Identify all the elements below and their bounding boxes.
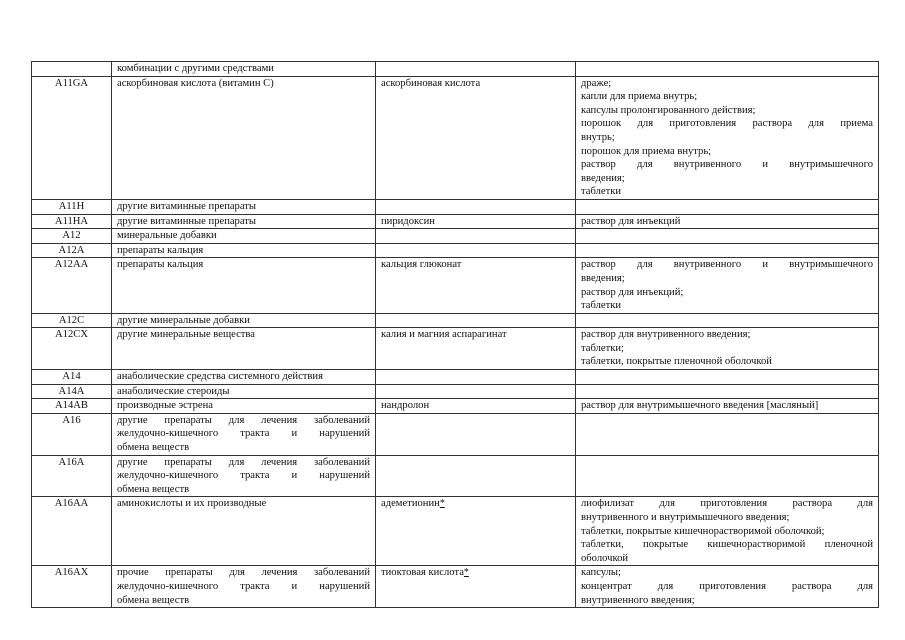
substance-name	[376, 384, 576, 399]
medication-table	[31, 61, 879, 608]
dosage-forms	[576, 62, 879, 77]
dosage-forms	[576, 76, 879, 199]
dosage-forms	[576, 243, 879, 258]
table-row	[32, 370, 879, 385]
dosage-form-line: внутрь;	[581, 131, 615, 143]
group-name	[112, 566, 376, 608]
table-row	[32, 455, 879, 497]
dosage-form-line: лиофилизат для приготовления раствора для	[581, 498, 873, 510]
dosage-form-line: внутривенного и внутримышечного введения;	[581, 512, 790, 523]
dosage-form-line: раствор для внутривенного введения;	[581, 329, 751, 341]
group-name-line: другие препараты для лечения заболеваний	[117, 414, 370, 426]
group-name: аминокислоты и их производные	[112, 497, 376, 566]
dosage-form-line: внутривенного введения;	[581, 594, 695, 606]
group-name-line: желудочно-кишечного тракта и нарушений	[117, 428, 370, 440]
group-name-line: обмена веществ	[117, 594, 190, 606]
dosage-form-line: капсулы;	[581, 567, 621, 579]
substance-name: кальция глюконат	[376, 258, 576, 313]
substance-name	[376, 413, 576, 455]
group-name-line: желудочно-кишечного тракта и нарушений	[117, 470, 370, 482]
group-name: минеральные добавки	[112, 229, 376, 244]
group-name: другие минеральные добавки	[112, 313, 376, 328]
table-row	[32, 399, 879, 414]
atc-code: A14	[32, 370, 112, 385]
group-name-line: другие препараты для лечения заболеваний	[117, 456, 370, 468]
dosage-form-line: таблетки;	[581, 342, 624, 354]
substance-name: нандролон	[376, 399, 576, 414]
substance-name	[376, 243, 576, 258]
dosage-form-line: таблетки	[581, 186, 622, 198]
atc-code: A12CX	[32, 328, 112, 370]
table-row	[32, 497, 879, 566]
group-name-line: обмена веществ	[117, 483, 190, 495]
group-name: другие витаминные препараты	[112, 199, 376, 214]
table-row	[32, 62, 879, 77]
dosage-forms	[576, 413, 879, 455]
atc-code: A16AX	[32, 566, 112, 608]
dosage-form-line: введения;	[581, 172, 625, 184]
group-name-line: обмена веществ	[117, 442, 190, 454]
dosage-forms	[576, 497, 879, 566]
table-row	[32, 243, 879, 258]
dosage-form-line: раствор для внутривенного и внутримышечного	[581, 259, 873, 271]
table-row	[32, 214, 879, 229]
table-row	[32, 566, 879, 608]
group-name-line: прочие препараты для лечения заболеваний	[117, 567, 370, 579]
atc-code: A12AA	[32, 258, 112, 313]
substance-name: калия и магния аспарагинат	[376, 328, 576, 370]
table-row	[32, 199, 879, 214]
dosage-forms	[576, 384, 879, 399]
atc-code: A11H	[32, 199, 112, 214]
substance-name	[376, 566, 576, 608]
substance-name	[376, 313, 576, 328]
table-row	[32, 413, 879, 455]
group-name-line: желудочно-кишечного тракта и нарушений	[117, 580, 370, 592]
table-row	[32, 313, 879, 328]
dosage-forms	[576, 214, 879, 229]
table-row	[32, 258, 879, 313]
dosage-form-line: капли для приема внутрь;	[581, 91, 698, 103]
dosage-forms	[576, 455, 879, 497]
atc-code: A12	[32, 229, 112, 244]
group-name: другие витаминные препараты	[112, 214, 376, 229]
group-name: комбинации с другими средствами	[112, 62, 376, 77]
substance-name	[376, 370, 576, 385]
group-name	[112, 413, 376, 455]
group-name: аскорбиновая кислота (витамин С)	[112, 76, 376, 199]
dosage-form-line: введения;	[581, 272, 625, 284]
footnote-mark: *	[463, 567, 469, 579]
atc-code: A12C	[32, 313, 112, 328]
dosage-forms	[576, 370, 879, 385]
atc-code: A16	[32, 413, 112, 455]
dosage-forms	[576, 328, 879, 370]
dosage-form-line: порошок для приема внутрь;	[581, 145, 712, 157]
dosage-forms	[576, 566, 879, 608]
table-row	[32, 328, 879, 370]
dosage-form-line: концентрат для приготовления раствора для	[581, 580, 873, 592]
atc-code: A12A	[32, 243, 112, 258]
substance-name	[376, 199, 576, 214]
group-name: препараты кальция	[112, 258, 376, 313]
dosage-form-line: раствор для внутривенного и внутримышечного	[581, 159, 873, 171]
dosage-forms	[576, 229, 879, 244]
dosage-forms	[576, 258, 879, 313]
atc-code	[32, 62, 112, 77]
group-name: другие минеральные вещества	[112, 328, 376, 370]
dosage-form-line: таблетки	[581, 300, 622, 312]
group-name: производные эстрена	[112, 399, 376, 414]
atc-code: A11HA	[32, 214, 112, 229]
substance-name	[376, 497, 576, 566]
group-name: анаболические средства системного действия	[112, 370, 376, 385]
atc-code: A11GA	[32, 76, 112, 199]
table-row	[32, 229, 879, 244]
atc-code: A16AA	[32, 497, 112, 566]
atc-code: A14A	[32, 384, 112, 399]
dosage-form-line: таблетки, покрытые кишечнорастворимой оболочкой;	[581, 525, 825, 537]
table-row	[32, 76, 879, 199]
dosage-form-line: капсулы пролонгированного действия;	[581, 104, 756, 116]
substance-label: тиоктовая кислота	[381, 567, 464, 579]
dosage-form-line: таблетки, покрытые пленочной оболочкой	[581, 356, 772, 368]
substance-label: адеметионин	[381, 498, 440, 510]
group-name: препараты кальция	[112, 243, 376, 258]
dosage-form-line: раствор для инъекций;	[581, 286, 684, 298]
substance-name: аскорбиновая кислота	[376, 76, 576, 199]
substance-name	[376, 229, 576, 244]
dosage-forms	[576, 199, 879, 214]
dosage-form-line: оболочкой	[581, 552, 629, 564]
group-name	[112, 455, 376, 497]
dosage-form-line: раствор для внутримышечного введения [масляный]	[581, 400, 819, 412]
substance-name	[376, 455, 576, 497]
substance-name	[376, 62, 576, 77]
atc-code: A14AB	[32, 399, 112, 414]
footnote-mark: *	[439, 498, 445, 510]
dosage-forms	[576, 399, 879, 414]
dosage-form-line: драже;	[581, 77, 612, 89]
atc-code: A16A	[32, 455, 112, 497]
dosage-form-line: раствор для инъекций	[581, 215, 681, 227]
table-row	[32, 384, 879, 399]
group-name: анаболические стероиды	[112, 384, 376, 399]
dosage-form-line: порошок для приготовления раствора для приема	[581, 118, 873, 130]
substance-name: пиридоксин	[376, 214, 576, 229]
dosage-forms	[576, 313, 879, 328]
dosage-form-line: таблетки, покрытые кишечнорастворимой пленочной	[581, 539, 873, 551]
